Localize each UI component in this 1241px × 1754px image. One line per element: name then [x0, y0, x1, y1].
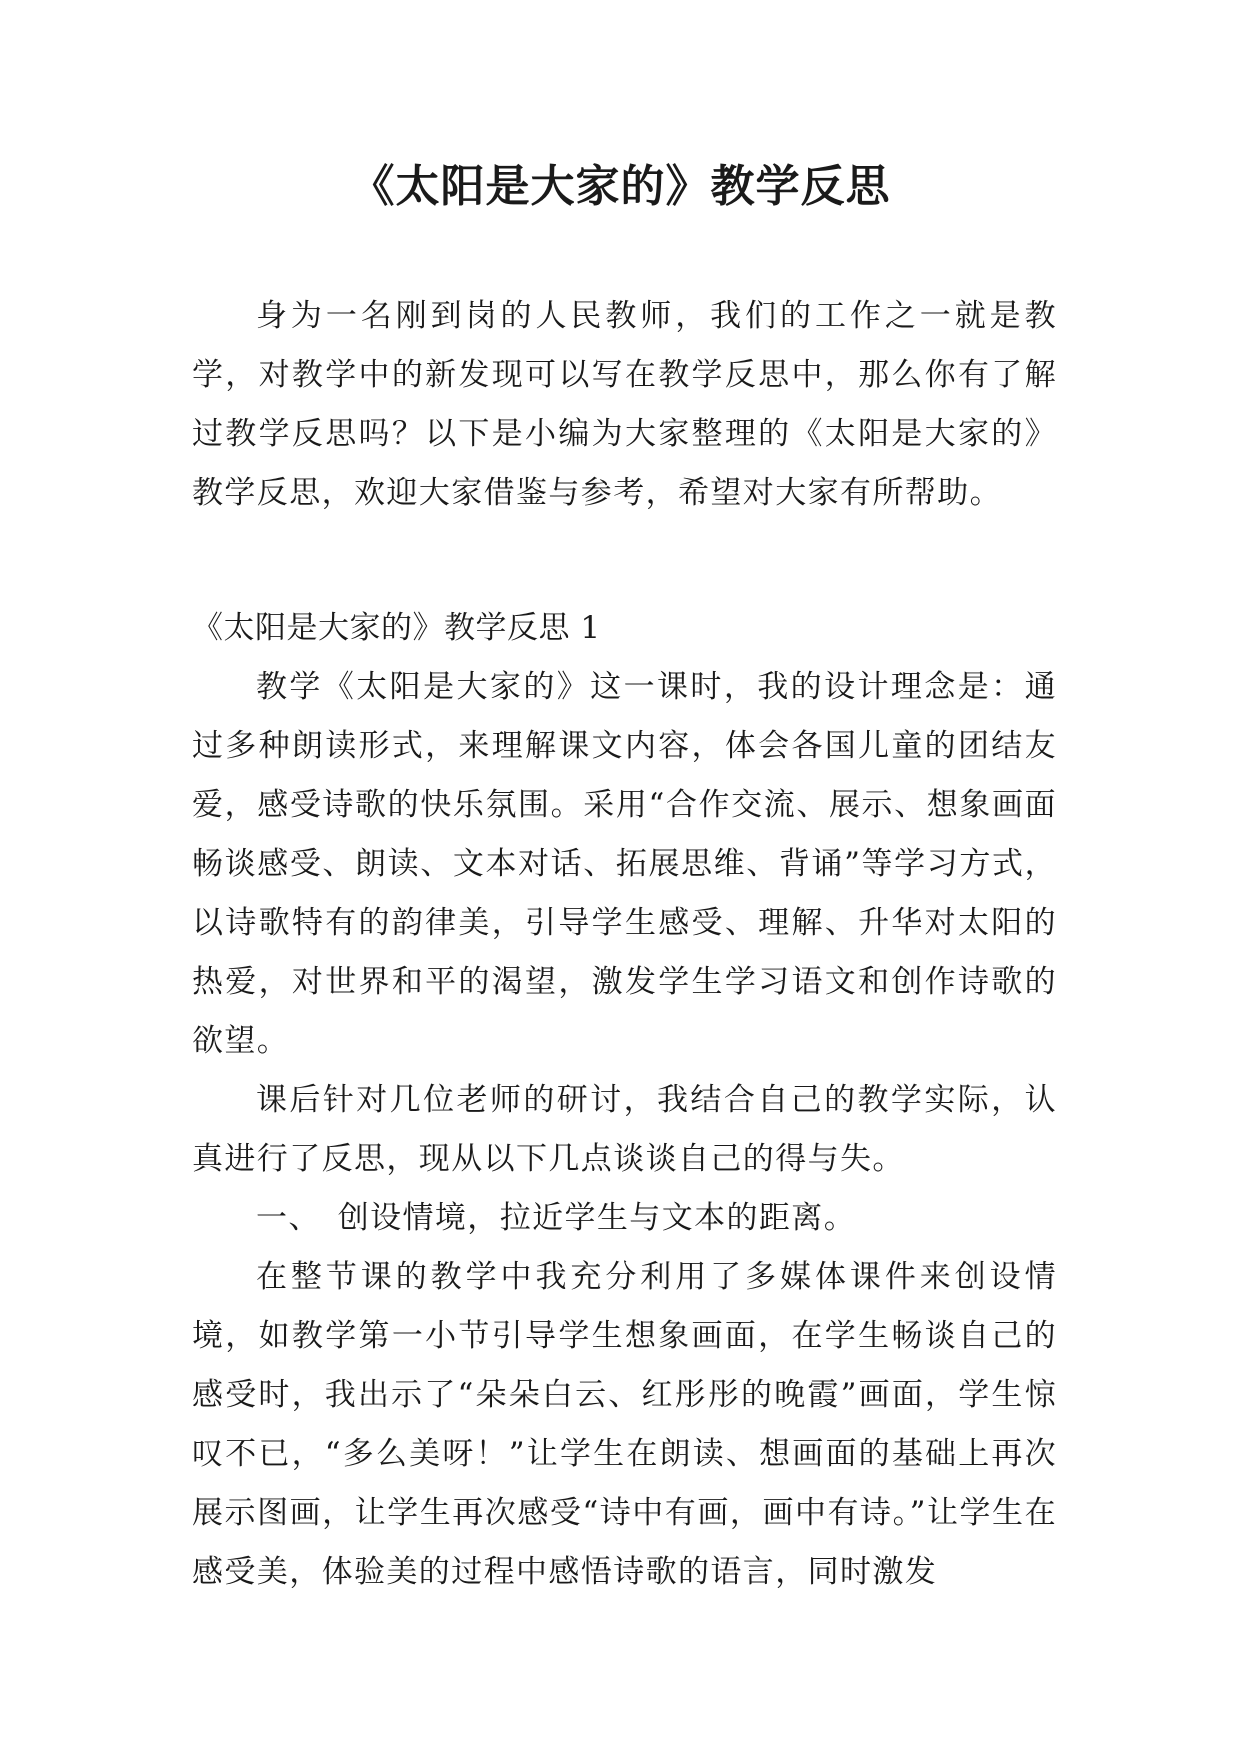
section-heading: 《太阳是大家的》教学反思 1: [192, 610, 601, 646]
spacer: [192, 523, 1057, 599]
body-paragraph: 课后针对几位老师的研讨，我结合自己的教学实际，认真进行了反思，现从以下几点谈谈自己的得与失。: [192, 1082, 1057, 1177]
page-title: 《太阳是大家的》教学反思: [350, 161, 891, 212]
body-paragraph: 教学《太阳是大家的》这一课时，我的设计理念是：通过多种朗读形式，来理解课文内容，体会各国儿童的团结友爱，感受诗歌的快乐氛围。采用“合作交流、展示、想象画面畅谈感受、朗读、文本对话、拓展思维、背诵”等学习方式，以诗歌特有的韵律美，引导学生感受、理解、升华对太阳的热爱，对世界和平的渴望，激发学生学习语文和创作诗歌的欲望。: [192, 669, 1057, 1059]
subheading-paragraph: 一、 创设情境，拉近学生与文本的距离。: [256, 1200, 857, 1236]
intro-paragraph: 身为一名刚到岗的人民教师，我们的工作之一就是教学，对教学中的新发现可以写在教学反思中，那么你有了解过教学反思吗？以下是小编为大家整理的《太阳是大家的》教学反思，欢迎大家借鉴与参考，希望对大家有所帮助。: [192, 298, 1057, 511]
body-paragraph: 在整节课的教学中我充分利用了多媒体课件来创设情境，如教学第一小节引导学生想象画面，在学生畅谈自己的感受时，我出示了“朵朵白云、红彤彤的晚霞”画面，学生惊叹不已，“多么美呀！”让学生在朗读、想画面的基础上再次展示图画，让学生再次感受“诗中有画，画中有诗。”让学生在感受美，体验美的过程中感悟诗歌的语言，同时激发: [192, 1259, 1057, 1590]
document-body: [192, 287, 1057, 1602]
